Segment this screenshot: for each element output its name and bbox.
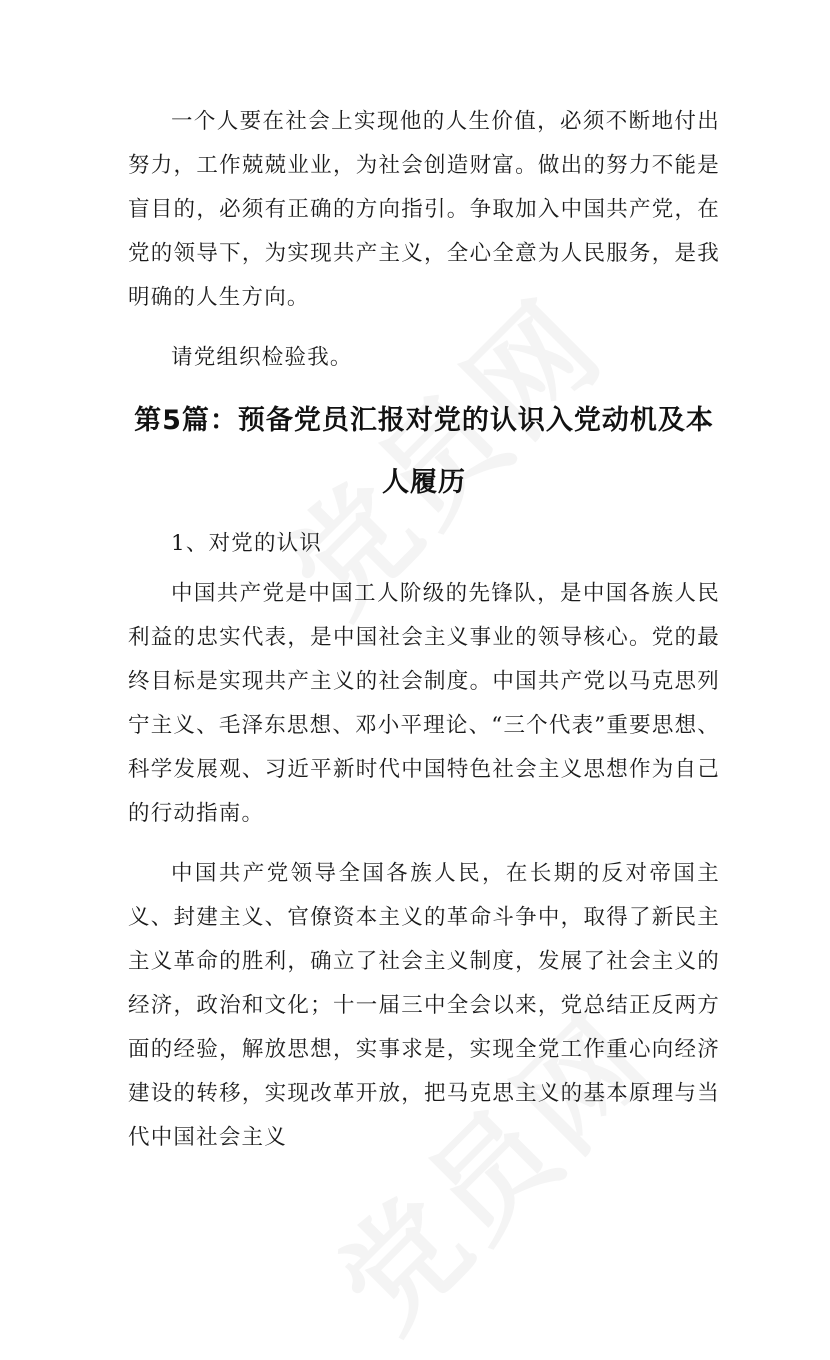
document-body xyxy=(128,100,720,1160)
subheading: 1、对党的认识 xyxy=(171,531,323,556)
paragraph: 中国共产党领导全国各族人民，在长期的反对帝国主义、封建主义、官僚资本主义的革命斗争中，取得了新民主主义革命的胜利，确立了社会主义制度，发展了社会主义的经济，政治和文化；十一届三中全会以来，党总结正反两方面的经验，解放思想，实事求是，实现全党工作重心向经济建设的转移，实现改革开放，把马克思主义的基本原理与当代中国社会主义 xyxy=(128,861,720,1150)
section-heading: 第5篇：预备党员汇报对党的认识入党动机及本人履历 xyxy=(134,405,714,498)
paragraph: 请党组织检验我。 xyxy=(171,345,353,370)
paragraph: 中国共产党是中国工人阶级的先锋队，是中国各族人民利益的忠实代表，是中国社会主义事业的领导核心。党的最终目标是实现共产主义的社会制度。中国共产党以马克思列宁主义、毛泽东思想、邓小平理论、“三个代表”重要思想、科学发展观、习近平新时代中国特色社会主义思想作为自己的行动指南。 xyxy=(128,581,720,826)
paragraph: 一个人要在社会上实现他的人生价值，必须不断地付出努力，工作兢兢业业，为社会创造财富。做出的努力不能是盲目的，必须有正确的方向指引。争取加入中国共产党，在党的领导下，为实现共产主义，全心全意为人民服务，是我明确的人生方向。 xyxy=(128,109,720,310)
